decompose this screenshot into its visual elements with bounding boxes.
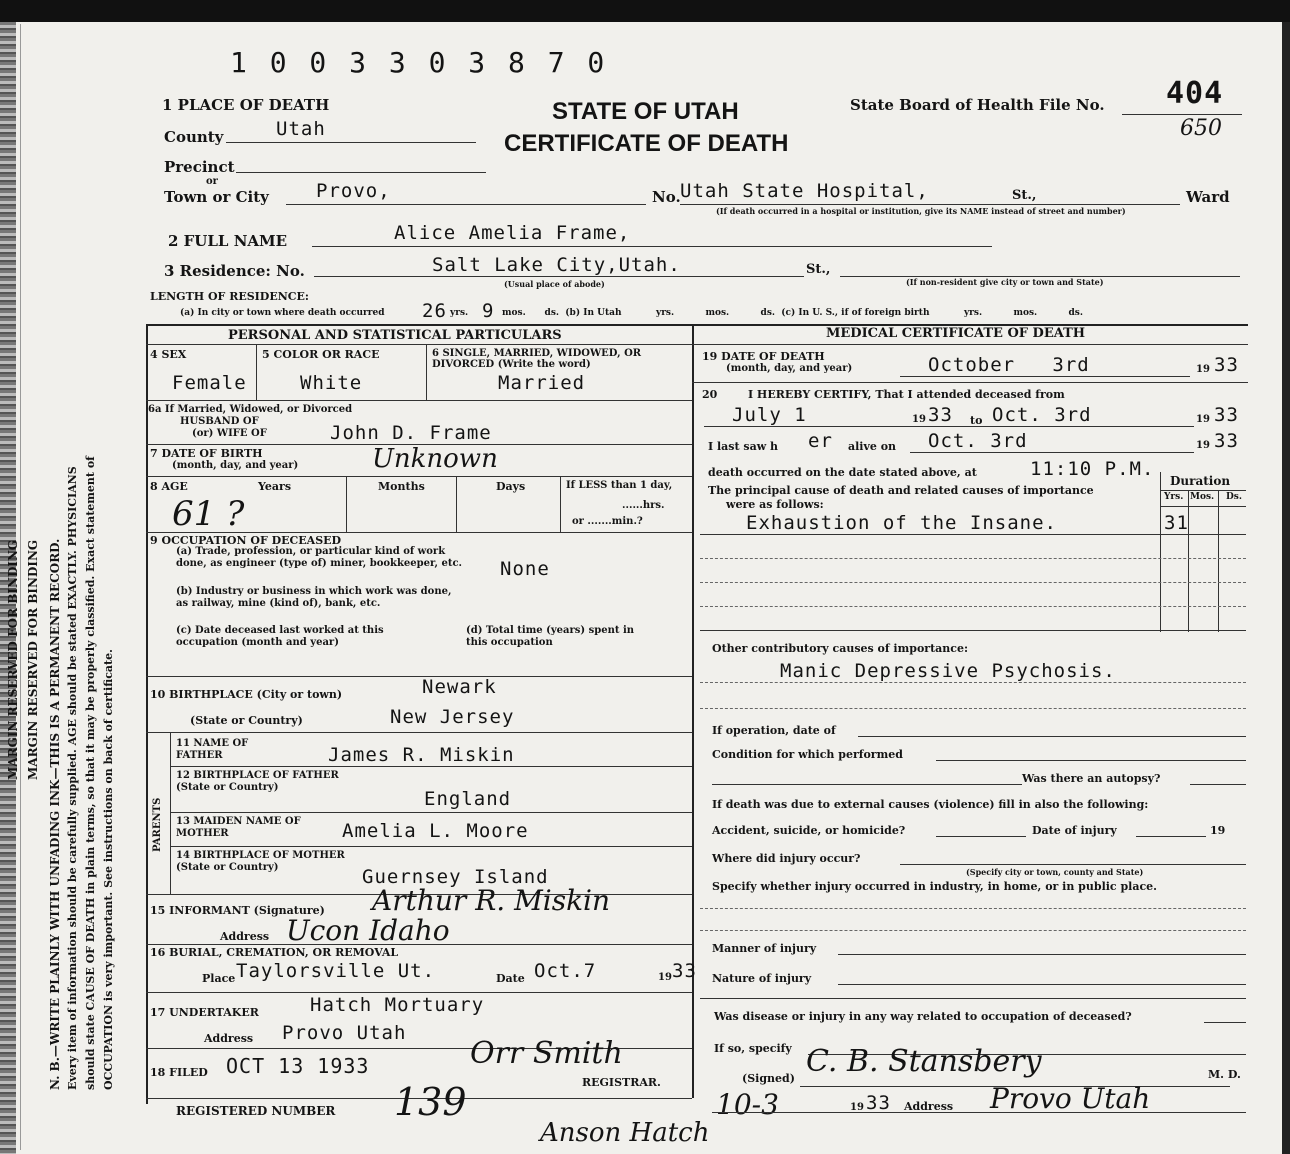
bottom-signature: Anson Hatch (540, 1118, 710, 1148)
residence-note-2: (If non-resident give city or town and State) (906, 277, 1104, 287)
parents-divider (170, 732, 171, 894)
dod-sub: (month, day, and year) (726, 363, 853, 374)
occupation-b: (b) Industry or business in which work was done, as railway, mine (kind of), bank, etc. (176, 586, 452, 609)
serial-number: 1 0 0 3 3 0 3 8 7 0 (230, 46, 608, 79)
duration-mos-label: Mos. (1190, 492, 1215, 502)
duration-yrs: 31 (1164, 512, 1189, 534)
margin-notice-3: should state CAUSE OF DEATH in plain terms, so that it may be properly classified. Exact statement of (84, 456, 97, 1090)
margin-notice-4: OCCUPATION is very important. See instructions on back of certificate. (102, 649, 115, 1090)
place-of-death-heading: 1 PLACE OF DEATH (162, 96, 330, 114)
last-saw-label: I last saw h (708, 440, 779, 453)
related-line (1204, 1022, 1246, 1023)
specify-line-1 (700, 908, 1246, 909)
burial-place: Taylorsville Ut. (236, 960, 436, 982)
autopsy-line-2 (1190, 784, 1246, 785)
occupation-c: (c) Date deceased last worked at this occupation (month and year) (176, 625, 384, 648)
sex-label: 4 SEX (150, 348, 187, 361)
or-label: or (206, 176, 218, 187)
row-line-8 (170, 812, 692, 813)
full-name-line (312, 246, 992, 247)
state-title: STATE OF UTAH (552, 98, 739, 125)
parents-label: PARENTS (152, 797, 163, 852)
birthplace-state: New Jersey (390, 706, 515, 728)
row-line-1 (146, 400, 692, 401)
where-injury-label: Where did injury occur? (712, 852, 861, 865)
to-label: to (970, 414, 983, 427)
condition-line (936, 760, 1246, 761)
injury-date-label: Date of injury (1032, 824, 1117, 837)
cause-line-2 (700, 558, 1246, 559)
burial-year-prefix: 19 (658, 972, 672, 983)
age-divider-3 (560, 476, 561, 532)
signed-label: (Signed) (742, 1072, 795, 1085)
condition-label: Condition for which performed (712, 748, 903, 761)
mother-birthplace-label: 14 BIRTHPLACE OF MOTHER (State or Country) (176, 850, 345, 873)
filed-label: 18 FILED (150, 1066, 208, 1079)
birthplace-state-label: (State or Country) (190, 714, 303, 727)
days-label: Days (496, 480, 526, 493)
sig-address-line (712, 1112, 1246, 1113)
residence-months: 9 (482, 300, 495, 322)
hrs-label: ......hrs. (622, 500, 665, 511)
residence-note-1: (Usual place of abode) (504, 279, 605, 289)
dod-value: October 3rd (928, 354, 1090, 376)
father-birthplace-value: England (424, 788, 512, 810)
from-year-prefix: 19 (912, 414, 926, 425)
last-year-prefix: 19 (1196, 440, 1210, 451)
informant-address-label: Address (220, 930, 270, 943)
personal-heading: PERSONAL AND STATISTICAL PARTICULARS (228, 328, 562, 343)
death-time-label: death occurred on the date stated above, at (708, 466, 977, 479)
father-label: 11 NAME OF FATHER (176, 738, 249, 761)
scan-right-edge (1282, 22, 1290, 1154)
related-label: Was disease or injury in any way related to occupation of deceased? (714, 1010, 1132, 1023)
dob-value: Unknown (372, 444, 498, 474)
burial-date-label: Date (496, 972, 525, 985)
precinct-line (236, 172, 486, 173)
duration-yrs-label: Yrs. (1164, 492, 1184, 502)
undertaker-value: Hatch Mortuary (310, 994, 485, 1016)
residence-length-label: LENGTH OF RESIDENCE: (150, 290, 309, 303)
residence-line (314, 276, 804, 277)
color-value: White (300, 372, 363, 394)
attended-from: July 1 (732, 404, 807, 426)
town-label: Town or City (164, 188, 269, 206)
injury-year-label: 19 (1210, 824, 1226, 837)
cause-line-4 (700, 606, 1246, 607)
to-year-prefix: 19 (1196, 414, 1210, 425)
undertaker-address-label: Address (204, 1032, 254, 1045)
dod-label: 19 DATE OF DEATH (702, 350, 825, 363)
medical-heading: MEDICAL CERTIFICATE OF DEATH (826, 326, 1086, 341)
accident-line (936, 836, 1026, 837)
institution-note: (If death occurred in a hospital or institution, give its NAME instead of street and number) (716, 206, 1126, 216)
accident-label: Accident, suicide, or homicide? (712, 824, 906, 837)
residence-label: 3 Residence: No. (164, 262, 305, 280)
row-line-9 (170, 846, 692, 847)
sex-value: Female (172, 372, 247, 394)
min-label: or .......min.? (572, 516, 643, 527)
sig-address: Provo Utah (990, 1082, 1151, 1115)
undertaker-label: 17 UNDERTAKER (150, 1006, 259, 1019)
duration-label: Duration (1170, 474, 1231, 488)
row-line-6 (146, 732, 692, 733)
row-line-5 (146, 676, 692, 677)
row-line-7 (170, 766, 692, 767)
row-line-4 (146, 532, 692, 533)
to-year: 33 (1214, 404, 1239, 426)
institution-value: Utah State Hospital, (680, 180, 929, 202)
last-saw-her: er (808, 430, 833, 452)
age-label: 8 AGE (150, 480, 188, 493)
no-label: No. (652, 188, 681, 206)
cause-label-2: were as follows: (726, 498, 824, 511)
dod-line (900, 376, 1190, 377)
section-header-line (146, 344, 1248, 345)
mother-value: Amelia L. Moore (342, 820, 529, 842)
attended-line (704, 426, 1194, 427)
registered-number-label: REGISTERED NUMBER (176, 1104, 336, 1118)
sex-divider (256, 344, 257, 400)
burial-date: Oct.7 (534, 960, 597, 982)
signed-year-prefix: 19 (850, 1102, 864, 1113)
burial-place-label: Place (202, 972, 236, 985)
row-line-11 (146, 944, 692, 945)
other-causes-label: Other contributory causes of importance: (712, 642, 969, 655)
county-value: Utah (276, 118, 326, 140)
duration-header-line-2 (1160, 506, 1246, 507)
dod-year-prefix: 19 (1196, 364, 1210, 375)
from-year: 33 (928, 404, 953, 426)
filed-stamp: OCT 13 1933 (226, 1054, 370, 1078)
years-label: Years (258, 480, 292, 493)
informant-address: Ucon Idaho (286, 914, 450, 947)
last-saw-line (910, 452, 1194, 453)
if-so-label: If so, specify (714, 1042, 792, 1055)
other-line-1 (700, 682, 1246, 683)
undertaker-address: Provo Utah (282, 1022, 407, 1044)
cause-line-5 (700, 630, 1246, 631)
color-label: 5 COLOR OR RACE (262, 348, 380, 361)
registrar-signature: Orr Smith (470, 1036, 623, 1071)
town-line (286, 204, 646, 205)
occupation-a: (a) Trade, profession, or particular kind of work done, as engineer (type of) miner, bookkeeper, etc. (176, 546, 463, 569)
cause-label-1: The principal cause of death and related causes of importance (708, 484, 1094, 497)
institution-line (680, 204, 1180, 205)
dob-label: 7 DATE OF BIRTH (150, 447, 263, 460)
duration-ds-label: Ds. (1226, 492, 1243, 502)
file-no-handwritten: 650 (1180, 116, 1222, 141)
father-value: James R. Miskin (328, 744, 515, 766)
sig-address-label: Address (904, 1100, 954, 1113)
other-line-2 (700, 708, 1246, 709)
nature-label: Nature of injury (712, 972, 812, 985)
death-time: 11:10 P.M. (1030, 458, 1155, 480)
residence-value: Salt Lake City,Utah. (432, 254, 681, 276)
spouse-label-2: HUSBAND OF (180, 416, 259, 427)
spouse-label-1: 6a If Married, Widowed, or Divorced (148, 404, 353, 415)
margin-notice-1: N. B.—WRITE PLAINLY WITH UNFADING INK—THIS IS A PERMANENT RECORD. (48, 538, 62, 1090)
nature-line-2 (700, 998, 1246, 999)
precinct-label: Precinct (164, 158, 235, 176)
county-line (226, 142, 476, 143)
full-name-value: Alice Amelia Frame, (394, 222, 631, 244)
other-cause-value: Manic Depressive Psychosis. (780, 660, 1116, 682)
nature-line (838, 984, 1246, 985)
dod-year: 33 (1214, 354, 1239, 376)
cause-value: Exhaustion of the Insane. (746, 512, 1057, 534)
row-line-12 (146, 992, 692, 993)
town-value: Provo, (316, 180, 391, 202)
md-label: M. D. (1208, 1068, 1241, 1081)
informant-label: 15 INFORMANT (Signature) (150, 904, 325, 917)
ward-label: Ward (1186, 188, 1230, 206)
full-name-label: 2 FULL NAME (168, 232, 288, 250)
residence-length-rest: mos. ds. (b) In Utah yrs. mos. ds. (c) In U. S., if of foreign birth yrs. mos. ds. (502, 308, 1084, 318)
operation-label: If operation, date of (712, 724, 836, 737)
autopsy-line (712, 784, 1022, 785)
burial-label: 16 BURIAL, CREMATION, OR REMOVAL (150, 946, 399, 959)
injury-date-line (1136, 836, 1206, 837)
age-divider-1 (346, 476, 347, 532)
margin-notice-2: Every item of information should be carefully supplied. AGE should be stated EXACTLY. PHYSICIANS (66, 466, 79, 1090)
age-divider-2 (456, 476, 457, 532)
signed-year: 33 (866, 1092, 891, 1114)
burial-year: 33 (672, 960, 697, 982)
marital-label: 6 SINGLE, MARRIED, WIDOWED, OR DIVORCED (Write the word) (432, 348, 642, 370)
occupation-label: 9 OCCUPATION OF DECEASED (150, 534, 342, 547)
manner-label: Manner of injury (712, 942, 817, 955)
manner-line (838, 954, 1246, 955)
certify-label: 20 I HEREBY CERTIFY, That I attended deceased from (702, 388, 1065, 401)
registered-number: 139 (394, 1080, 467, 1124)
specify-label: Specify whether injury occurred in industry, in home, or in public place. (712, 880, 1157, 893)
certificate-title: CERTIFICATE OF DEATH (504, 130, 789, 157)
residence-years: 26 (422, 300, 447, 322)
med-row-line-1 (692, 382, 1248, 383)
residence-length-line: (a) In city or town where death occurred (180, 308, 385, 318)
external-causes-label: If death was due to external causes (violence) fill in also the following: (712, 798, 1149, 811)
where-injury-line (900, 864, 1246, 865)
specify-line-2 (700, 930, 1246, 931)
color-divider (426, 344, 427, 400)
occupation-d: (d) Total time (years) spent in this occupation (466, 625, 635, 648)
operation-line (858, 736, 1246, 737)
informant-signature: Arthur R. Miskin (372, 884, 611, 917)
duration-divider (1160, 472, 1161, 632)
birthplace-city: Newark (422, 676, 497, 698)
spouse-label-3: (or) WIFE OF (192, 428, 267, 439)
cause-line-3 (700, 582, 1246, 583)
county-label: County (164, 128, 224, 146)
months-label: Months (378, 480, 425, 493)
occupation-value: None (500, 558, 550, 580)
row-line-3 (146, 476, 692, 477)
signed-date: 10-3 (716, 1088, 779, 1121)
cause-line-1 (700, 534, 1246, 535)
birthplace-label: 10 BIRTHPLACE (City or town) (150, 688, 343, 701)
mother-label: 13 MAIDEN NAME OF MOTHER (176, 816, 301, 839)
residence-st-label: St., (806, 262, 831, 277)
duration-divider-3 (1218, 490, 1219, 632)
autopsy-label: Was there an autopsy? (1022, 772, 1161, 785)
alive-on-label: alive on (848, 440, 897, 453)
physician-signature: C. B. Stansbery (806, 1044, 1042, 1079)
father-birthplace-label: 12 BIRTHPLACE OF FATHER (State or Country) (176, 770, 339, 793)
registrar-label: REGISTRAR. (582, 1076, 661, 1089)
margin-binding-2: MARGIN RESERVED FOR BINDING (26, 539, 40, 780)
margin-binding-1: MARGIN RESERVED FOR BINDING (6, 539, 20, 780)
mother-birthplace-value: Guernsey Island (362, 866, 549, 888)
st-label: St., (1012, 188, 1037, 203)
where-injury-note: (Specify city or town, county and State) (966, 867, 1144, 877)
last-saw-date: Oct. 3rd (928, 430, 1028, 452)
file-no: 404 (1166, 76, 1224, 111)
file-no-line (1122, 114, 1242, 115)
less-than-label: If LESS than 1 day, (566, 480, 673, 491)
last-year: 33 (1214, 430, 1239, 452)
spouse-value: John D. Frame (330, 422, 492, 444)
duration-header-line (1160, 490, 1246, 491)
dob-sub: (month, day, and year) (172, 460, 299, 471)
residence-yrs-label: yrs. (450, 308, 469, 318)
attended-to: Oct. 3rd (992, 404, 1092, 426)
file-no-label: State Board of Health File No. (850, 96, 1105, 114)
scan-top-edge (0, 0, 1290, 22)
marital-value: Married (498, 372, 586, 394)
age-value: 61 ? (172, 494, 245, 534)
left-border (146, 324, 148, 1104)
